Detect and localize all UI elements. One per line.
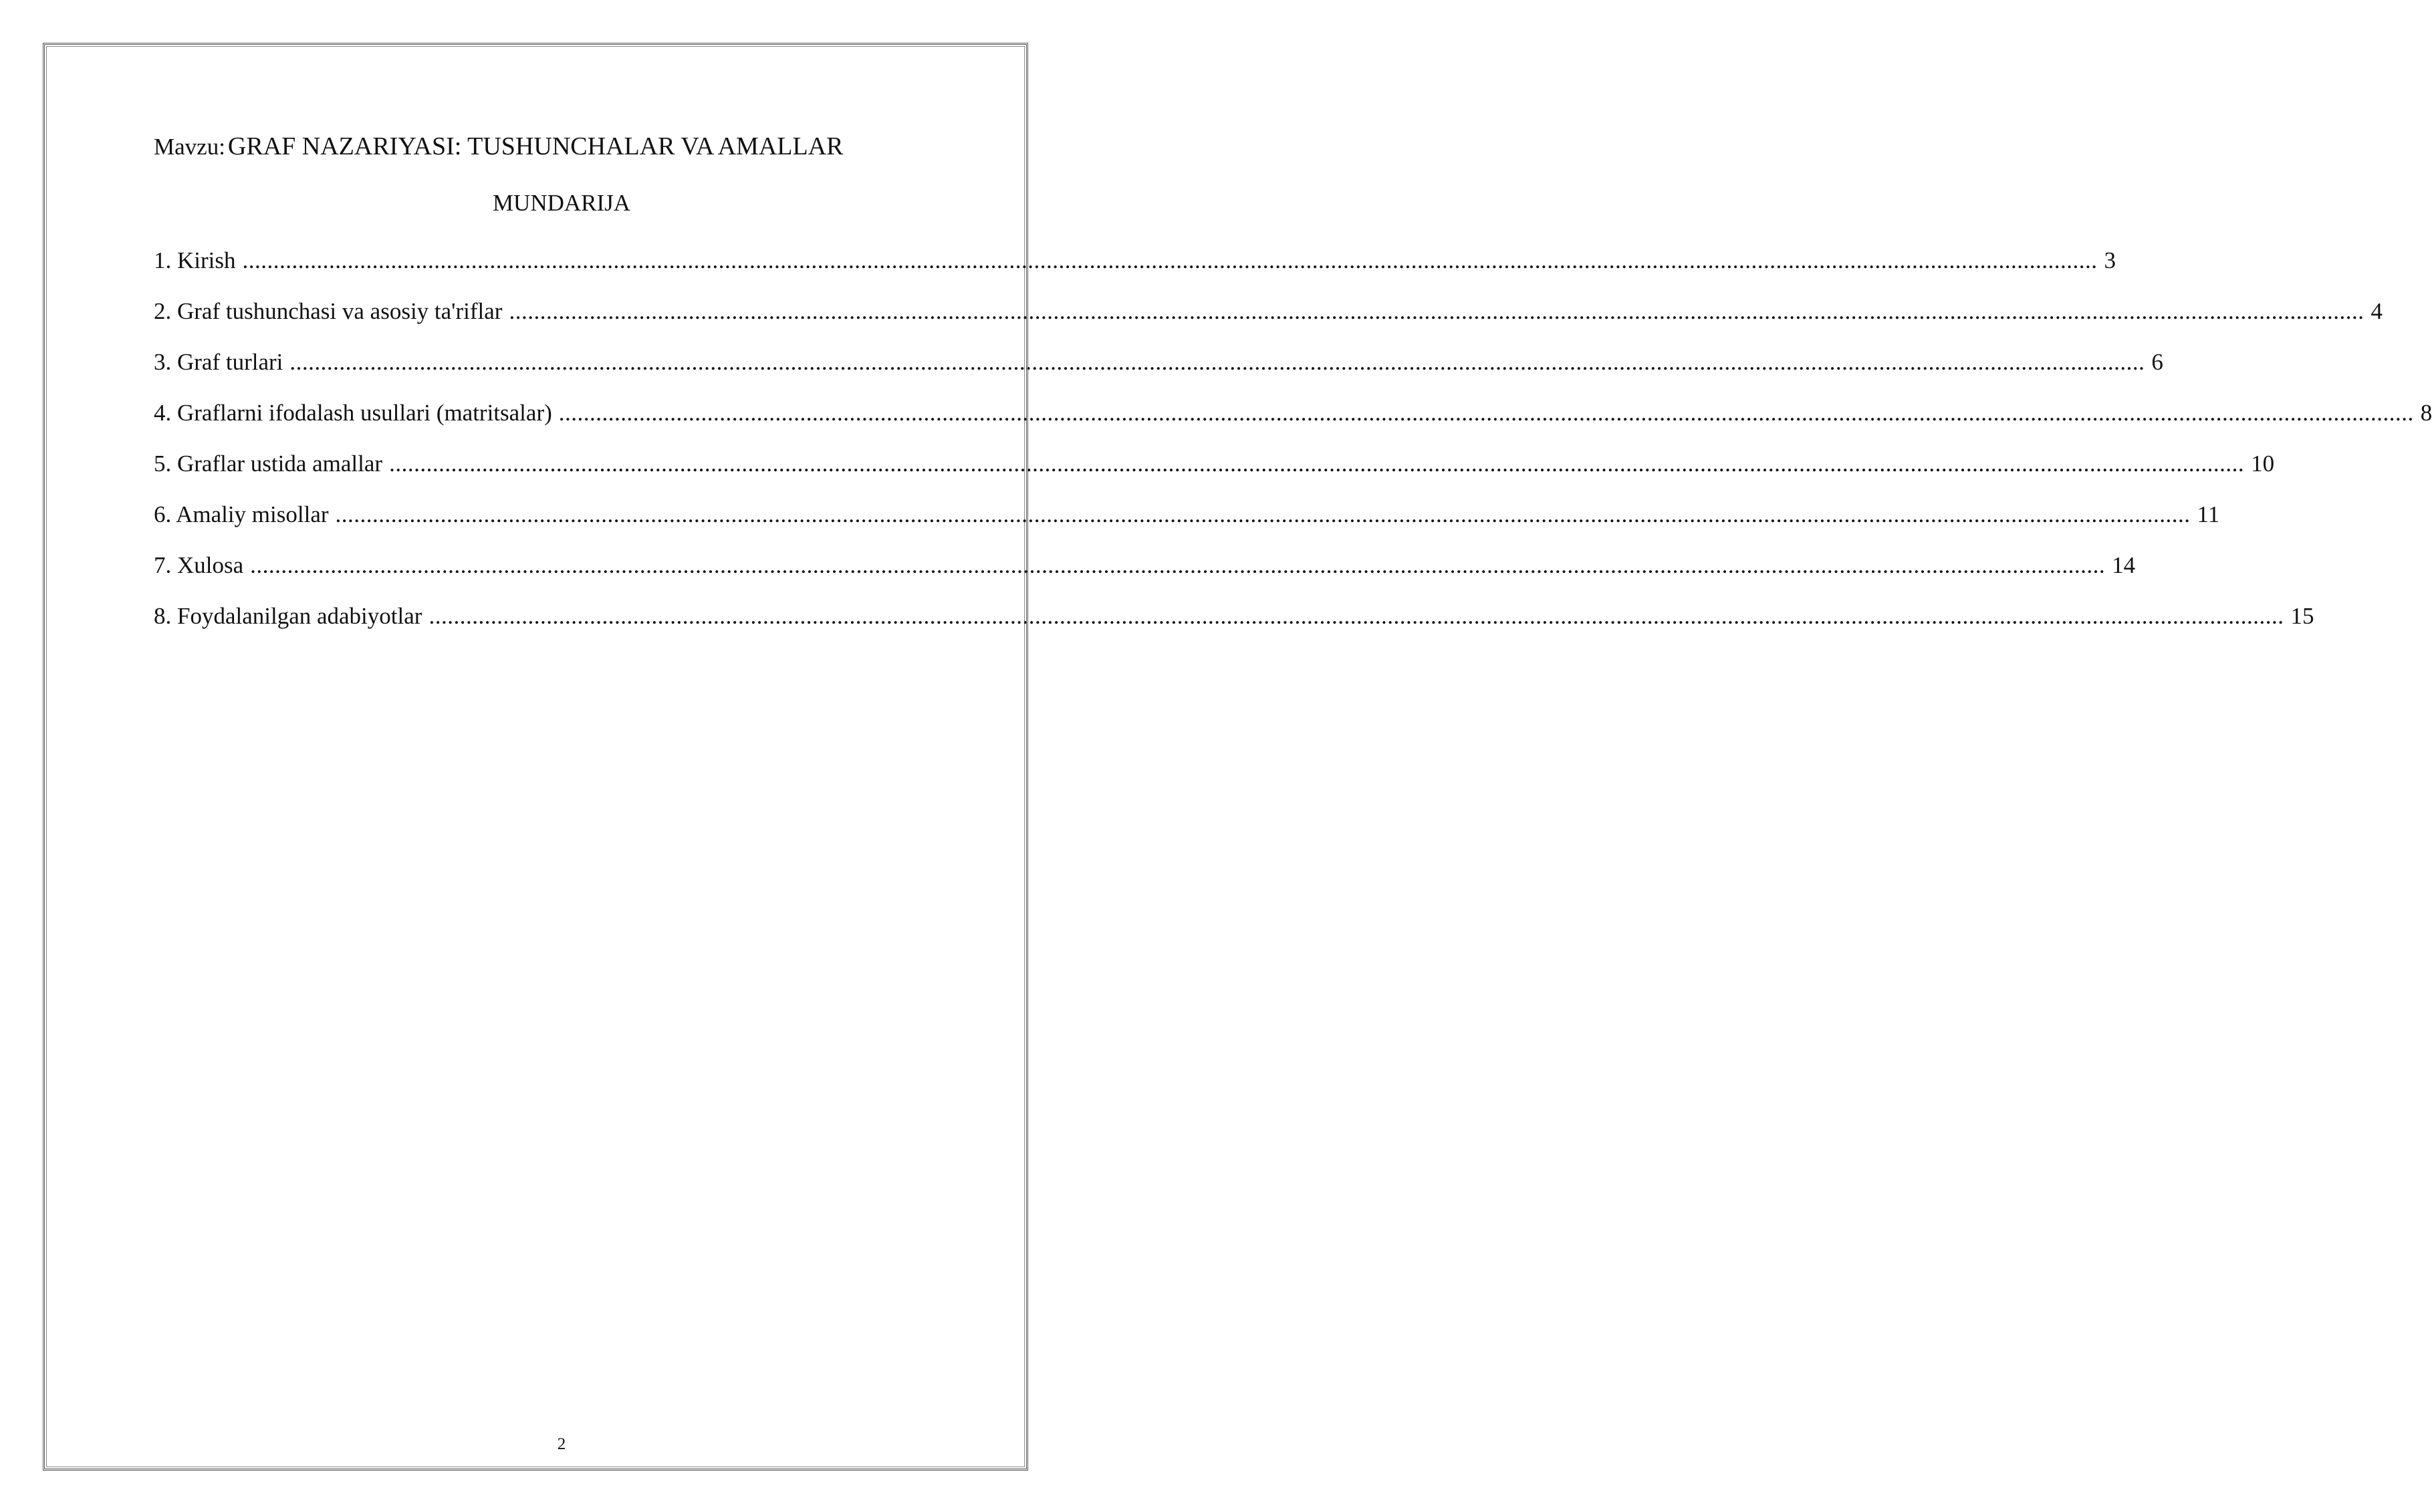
toc-item-8[interactable] — [154, 600, 2314, 632]
toc-item-7[interactable] — [154, 549, 2136, 582]
toc-item-page: 14 — [2112, 552, 2136, 578]
topic-title: GRAF NAZARIYASI: TUSHUNCHALAR VA AMALLAR — [227, 132, 844, 160]
toc-dot-leader: ............................................................................................................................................................................................................................................................................................................ — [289, 349, 2145, 375]
toc-item-6[interactable] — [154, 499, 2220, 531]
toc-item-title: 7. Xulosa — [154, 552, 244, 578]
topic-line — [154, 130, 844, 168]
toc-item-title: 1. Kirish — [154, 247, 236, 273]
toc-dot-leader: ............................................................................................................................................................................................................................................................................................................ — [558, 400, 2414, 426]
toc-item-3[interactable] — [154, 346, 2163, 378]
toc-item-1[interactable] — [154, 245, 2116, 277]
toc-item-page: 15 — [2290, 603, 2314, 629]
toc-item-title: 6. Amaliy misollar — [154, 501, 329, 527]
topic-label: Mavzu: — [154, 134, 225, 160]
page-number: 2 — [557, 1435, 566, 1453]
toc-dot-leader: ............................................................................................................................................................................................................................................................................................................ — [509, 298, 2364, 324]
toc-dot-leader: ............................................................................................................................................................................................................................................................................................................ — [429, 603, 2284, 629]
toc-item-title: 2. Graf tushunchasi va asosiy ta'riflar — [154, 298, 503, 324]
toc-item-page: 11 — [2197, 501, 2220, 527]
toc-item-title: 8. Foydalanilgan adabiyotlar — [154, 603, 422, 629]
toc-item-4[interactable] — [154, 397, 2432, 429]
toc-dot-leader: ............................................................................................................................................................................................................................................................................................................ — [250, 552, 2106, 578]
toc-item-2[interactable] — [154, 295, 2383, 328]
toc-heading: MUNDARIJA — [492, 190, 631, 216]
toc-dot-leader: ............................................................................................................................................................................................................................................................................................................ — [335, 501, 2191, 527]
toc-item-5[interactable] — [154, 448, 2275, 480]
toc-item-page: 6 — [2151, 349, 2163, 375]
toc-dot-leader: ............................................................................................................................................................................................................................................................................................................ — [389, 451, 2245, 477]
toc-item-page: 3 — [2104, 247, 2116, 273]
toc-item-page: 8 — [2420, 400, 2432, 426]
toc-item-page: 4 — [2370, 298, 2383, 324]
toc-item-title: 5. Graflar ustida amallar — [154, 451, 383, 477]
toc-dot-leader: ............................................................................................................................................................................................................................................................................................................ — [242, 247, 2098, 273]
toc-item-title: 3. Graf turlari — [154, 349, 283, 375]
toc-item-title: 4. Graflarni ifodalash usullari (matritsalar) — [154, 400, 552, 426]
toc-item-page: 10 — [2251, 451, 2275, 477]
